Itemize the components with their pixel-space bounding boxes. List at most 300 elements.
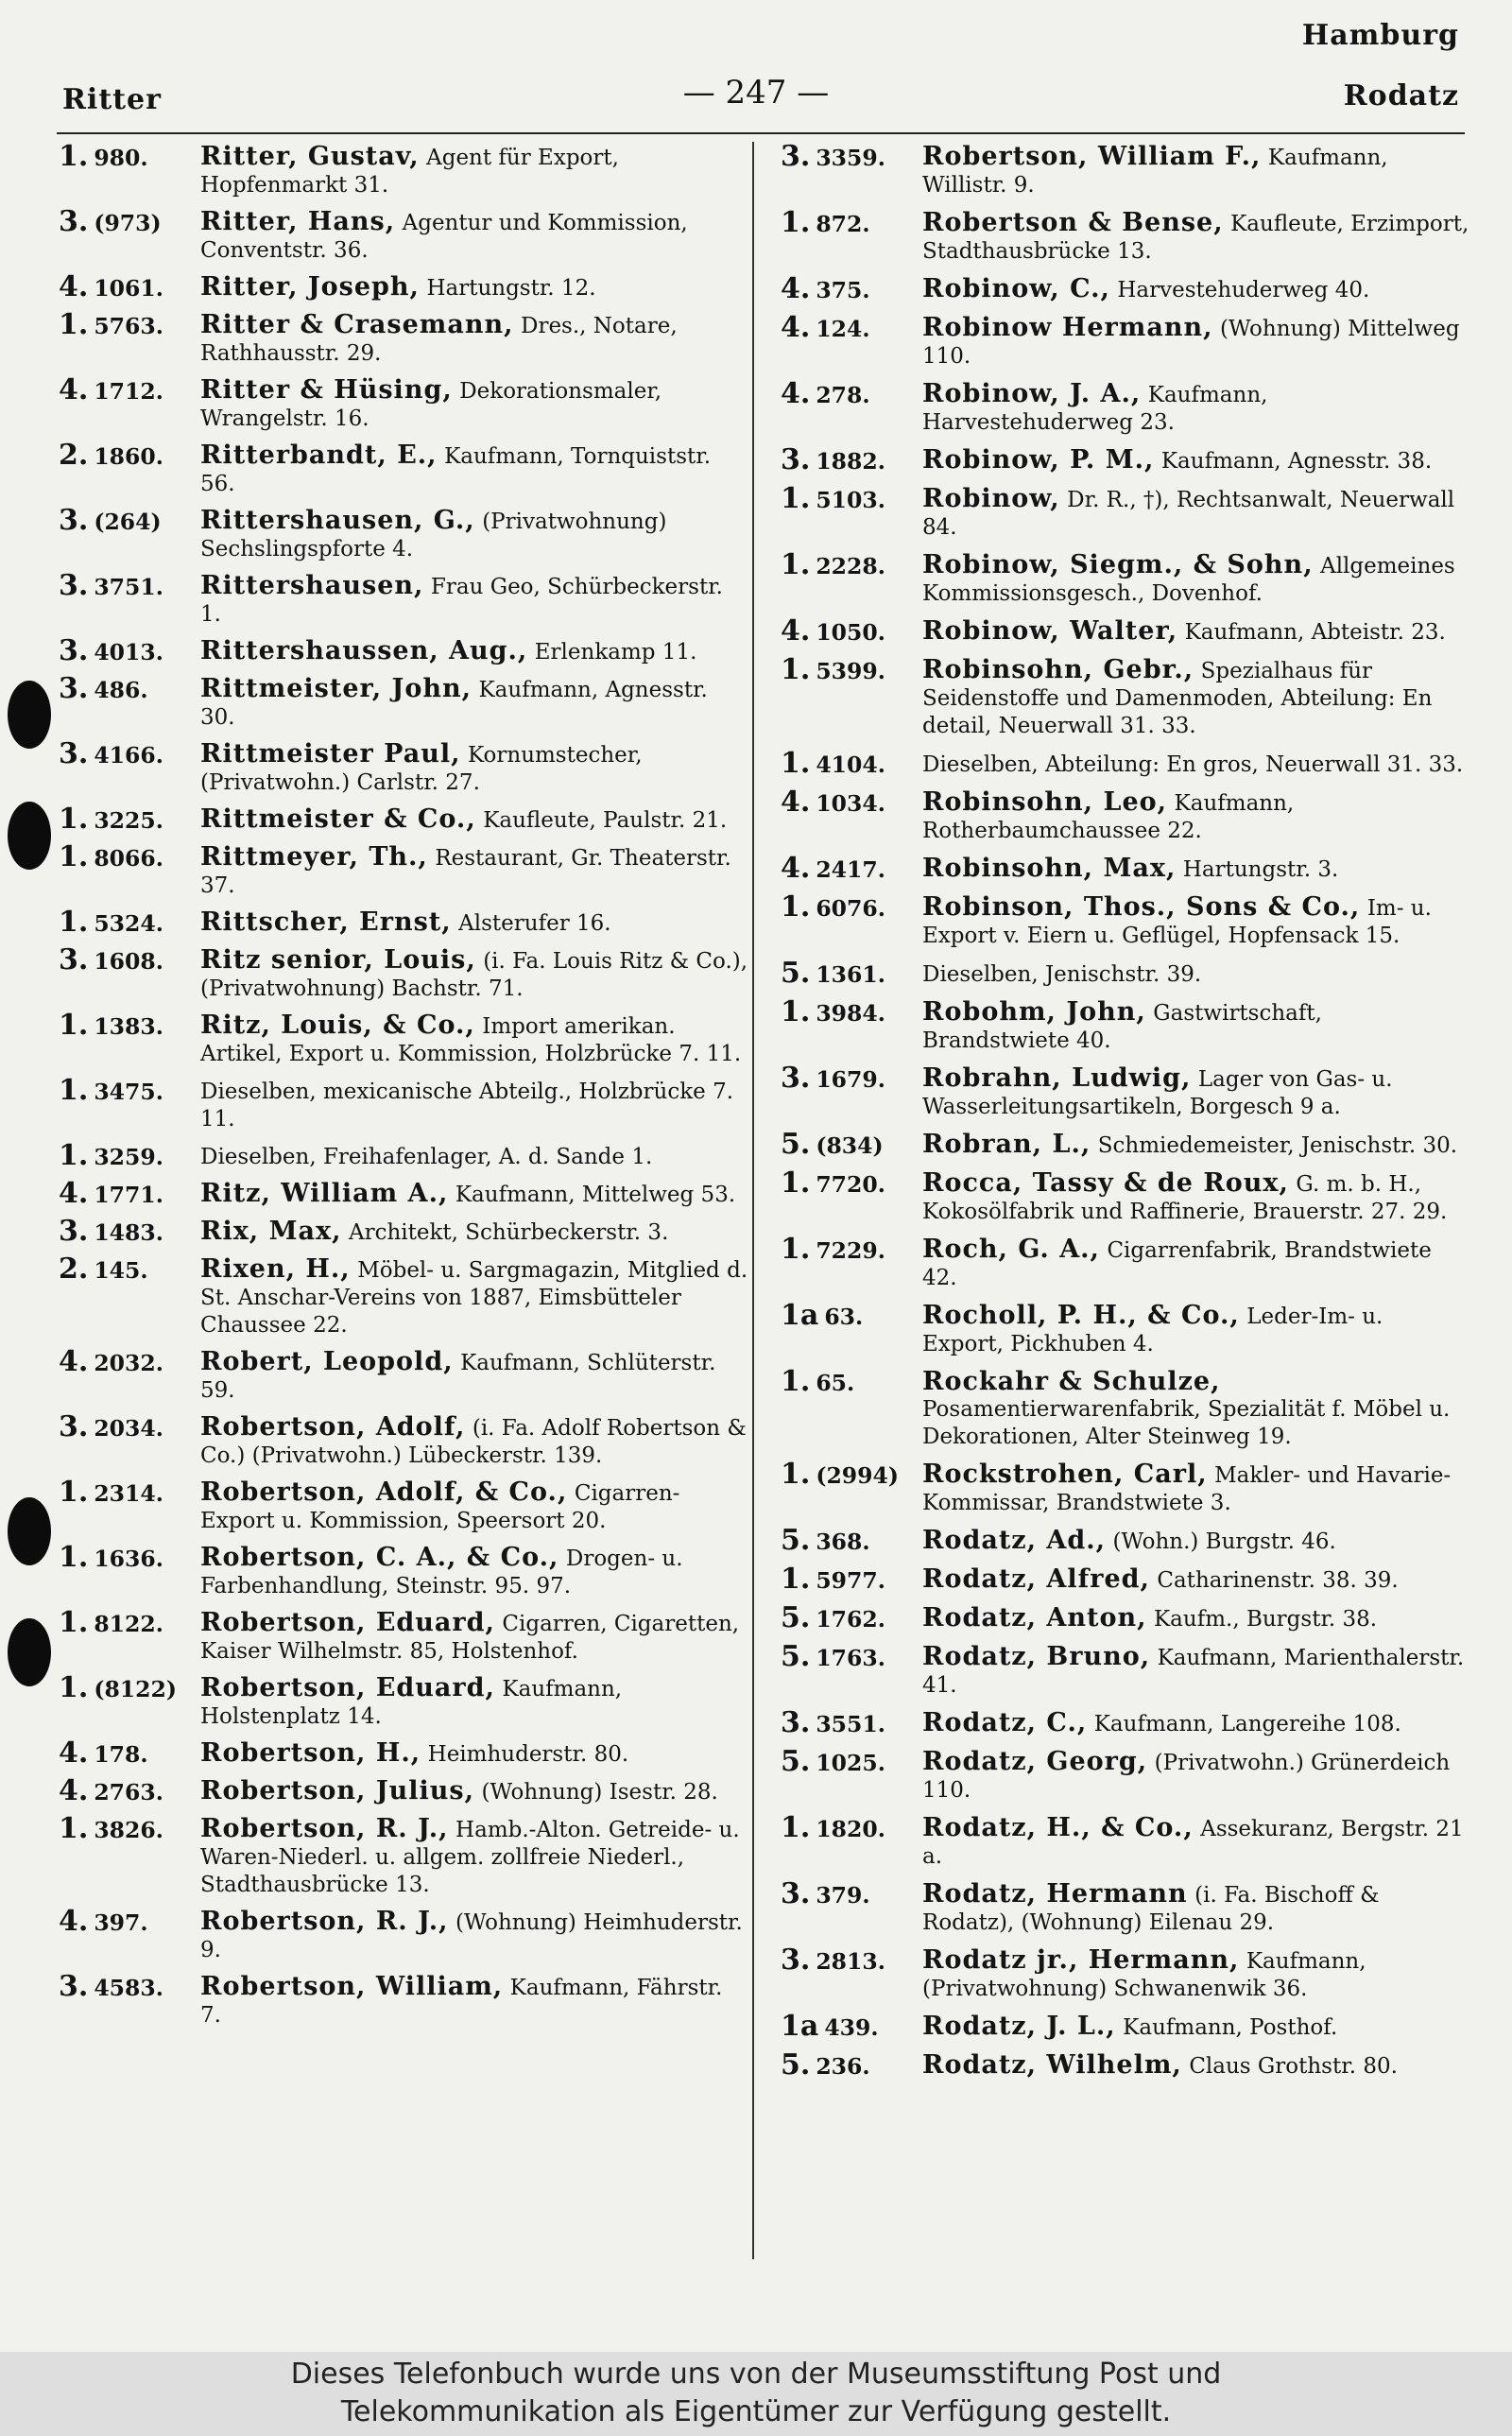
subscriber-name: Rittershausen, G., — [200, 506, 475, 535]
directory-entry — [781, 443, 1470, 476]
subscriber-name: Rodatz, Ad., — [922, 1526, 1107, 1555]
exchange-code: 5. — [781, 1601, 811, 1634]
directory-entry — [781, 206, 1470, 265]
phone-number — [781, 1811, 885, 1844]
subscriber-details: Hartungstr. 3. — [1182, 857, 1339, 882]
phone-number — [59, 906, 163, 939]
line-number: 1679. — [816, 1066, 885, 1093]
directory-entry — [781, 1128, 1470, 1161]
phone-number — [59, 1410, 163, 1443]
line-number: 397. — [94, 1909, 148, 1936]
directory-entry — [781, 614, 1470, 648]
subscriber-details: Kaufmann, Tornquiststr. 56. — [200, 444, 712, 496]
line-number: 1763. — [816, 1645, 885, 1671]
subscriber-name: Ritz senior, Louis, — [200, 945, 476, 975]
subscriber-name: Robertson, C. A., & Co., — [200, 1543, 559, 1572]
exchange-code: 3. — [59, 205, 89, 238]
line-number: 2228. — [816, 553, 885, 579]
subscriber-details: Spezialhaus für Seidenstoffe und Damenmoden, Abteilung: En detail, Neuerwall 31. 33. — [922, 659, 1433, 738]
header-rule — [57, 132, 1465, 134]
exchange-code: 1. — [781, 482, 811, 515]
subscriber-details: Erlenkamp 11. — [534, 640, 697, 665]
line-number: 2314. — [94, 1480, 163, 1507]
phone-number — [781, 786, 885, 819]
exchange-code: 1. — [59, 1541, 89, 1574]
directory-entry — [781, 1062, 1470, 1120]
subscriber-details: Dieselben, mexicanische Abteilg., Holzbrücke 7. 11. — [200, 1080, 734, 1132]
subscriber-name: Robertson, Eduard, — [200, 1608, 495, 1637]
subscriber-name: Rittscher, Ernst, — [200, 907, 452, 937]
phone-number — [781, 1299, 864, 1332]
directory-entry — [781, 1365, 1470, 1450]
exchange-code: 3. — [59, 504, 89, 537]
line-number: 439. — [824, 2014, 879, 2041]
subscriber-details: (Wohnung) Mittelweg 110. — [922, 317, 1460, 369]
directory-entry — [59, 737, 748, 796]
subscriber-name: Robinson, Thos., Sons & Co., — [922, 892, 1361, 922]
phone-number — [781, 852, 885, 885]
line-number: (973) — [94, 210, 162, 236]
line-number: 1608. — [94, 948, 163, 975]
exchange-code: 4. — [59, 373, 89, 406]
directory-entry — [59, 840, 748, 899]
phone-number — [781, 1601, 885, 1634]
exchange-code: 3. — [59, 569, 89, 602]
phone-number — [781, 206, 870, 239]
subscriber-details: Agentur und Kommission, Conventstr. 36. — [200, 211, 688, 263]
exchange-code: 3. — [59, 1410, 89, 1443]
line-number: 1361. — [816, 961, 885, 988]
line-number: 3551. — [816, 1711, 885, 1737]
subscriber-name: Rodatz jr., Hermann, — [922, 1945, 1240, 1975]
subscriber-name: Ritterbandt, E., — [200, 441, 438, 470]
subscriber-name: Ritz, William A., — [200, 1179, 449, 1208]
line-number: 1383. — [94, 1013, 163, 1040]
directory-entry — [781, 653, 1470, 739]
directory-entry — [59, 1074, 748, 1132]
line-number: 3984. — [816, 1000, 885, 1027]
subscriber-details: Kaufmann, Willistr. 9. — [922, 146, 1388, 198]
subscriber-details: Cigarrenfabrik, Brandstwiete 42. — [922, 1238, 1432, 1290]
line-number: (8122) — [94, 1676, 177, 1702]
exchange-code: 1a — [781, 1299, 819, 1332]
phone-number — [59, 1253, 148, 1286]
exchange-code: 1. — [59, 840, 89, 873]
subscriber-details: Kaufleute, Paulstr. 21. — [483, 808, 728, 833]
directory-entry — [781, 786, 1470, 844]
exchange-code: 1. — [781, 747, 811, 780]
exchange-code: 4. — [781, 786, 811, 819]
exchange-code: 1. — [59, 140, 89, 173]
subscriber-details: Hamb.-Alton. Getreide- u. Waren-Niederl. u. allgem. zollfreie Niederl., Stadthausbrücke 13. — [200, 1818, 740, 1897]
subscriber-name: Ritter & Crasemann, — [200, 310, 514, 339]
line-number: 3826. — [94, 1817, 163, 1843]
subscriber-name: Rocholl, P. H., & Co., — [922, 1301, 1240, 1330]
phone-number — [59, 1215, 163, 1248]
directory-entry — [781, 890, 1470, 949]
directory-entry — [59, 1812, 748, 1898]
subscriber-details: Kaufmann, Agnesstr. 30. — [200, 678, 708, 730]
directory-entry — [59, 1671, 748, 1730]
line-number: 2763. — [94, 1779, 163, 1805]
phone-number — [59, 1905, 148, 1938]
directory-entry — [781, 482, 1470, 541]
line-number: 4104. — [816, 752, 885, 778]
exchange-code: 3. — [59, 634, 89, 667]
phone-number — [59, 140, 148, 173]
directory-entry — [59, 906, 748, 939]
line-number: 3259. — [94, 1144, 163, 1170]
exchange-code: 1. — [781, 1166, 811, 1200]
directory-entry — [781, 1233, 1470, 1291]
line-number: 178. — [94, 1741, 148, 1768]
phone-number — [781, 1365, 855, 1398]
phone-number — [59, 1074, 163, 1107]
line-number: 2417. — [816, 856, 885, 883]
subscriber-name: Rockstrohen, Carl, — [922, 1460, 1208, 1489]
line-number: 63. — [824, 1304, 864, 1330]
phone-number — [781, 1877, 870, 1910]
directory-entry — [59, 1970, 748, 2029]
directory-entry — [59, 1905, 748, 1963]
exchange-code: 3. — [781, 443, 811, 476]
line-number: 4013. — [94, 639, 163, 665]
subscriber-details: Cigarren, Cigaretten, Kaiser Wilhelmstr. 85, Holstenhof. — [200, 1612, 740, 1664]
directory-entry — [781, 747, 1470, 780]
exchange-code: 1. — [781, 1458, 811, 1491]
subscriber-name: Ritter, Gustav, — [200, 142, 420, 171]
exchange-code: 1. — [59, 1812, 89, 1845]
phone-number — [781, 747, 885, 780]
phone-number — [781, 890, 885, 924]
phone-number — [781, 1233, 885, 1266]
subscriber-name: Rodatz, Alfred, — [922, 1564, 1150, 1594]
subscriber-details: Gastwirtschaft, Brandstwiete 40. — [922, 1001, 1322, 1053]
phone-number — [781, 482, 885, 515]
directory-entry — [59, 205, 748, 264]
line-number: 5324. — [94, 910, 163, 937]
subscriber-name: Rixen, H., — [200, 1254, 351, 1284]
exchange-code: 4. — [781, 852, 811, 885]
line-number: 3225. — [94, 807, 163, 834]
subscriber-details: Heimhuderstr. 80. — [427, 1742, 629, 1767]
exchange-code: 5. — [781, 957, 811, 990]
phone-number — [59, 270, 163, 303]
subscriber-details: Möbel- u. Sargmagazin, Mitglied d. St. Anschar-Vereins von 1887, Eimsbütteler Chaussee 22. — [200, 1258, 748, 1338]
line-number: (264) — [94, 509, 162, 535]
exchange-code: 5. — [781, 1128, 811, 1161]
line-number: 368. — [816, 1529, 870, 1555]
phone-number — [59, 1812, 163, 1845]
phone-number — [59, 840, 163, 873]
subscriber-name: Rodatz, C., — [922, 1708, 1088, 1737]
phone-number — [781, 1745, 885, 1778]
line-number: 124. — [816, 316, 870, 342]
directory-entry — [59, 1253, 748, 1339]
subscriber-details: (i. Fa. Adolf Robertson & Co.) (Privatwohn.) Lübeckerstr. 139. — [200, 1416, 747, 1468]
line-number: 1034. — [816, 790, 885, 817]
exchange-code: 4. — [59, 1736, 89, 1770]
exchange-code: 5. — [781, 1524, 811, 1557]
subscriber-name: Robinow, — [922, 484, 1060, 513]
exchange-code: 4. — [59, 270, 89, 303]
subscriber-name: Rittmeister & Co., — [200, 804, 476, 834]
left-guide-word: Ritter — [62, 83, 162, 116]
directory-entry — [781, 2048, 1470, 2082]
phone-number — [781, 2048, 870, 2082]
phone-number — [781, 614, 885, 648]
line-number: 278. — [816, 382, 870, 408]
subscriber-name: Robertson, R. J., — [200, 1907, 449, 1936]
line-number: 1762. — [816, 1606, 885, 1633]
subscriber-name: Robinsohn, Gebr., — [922, 655, 1194, 684]
exchange-code: 4. — [59, 1774, 89, 1807]
punch-hole — [8, 1618, 51, 1686]
subscriber-details: Catharinenstr. 38. 39. — [1157, 1568, 1399, 1593]
directory-entry — [59, 504, 748, 562]
phone-number — [781, 443, 885, 476]
phone-number — [781, 1944, 885, 1977]
directory-entry — [781, 1458, 1470, 1516]
left-column — [59, 140, 748, 2039]
subscriber-name: Ritz, Louis, & Co., — [200, 1011, 475, 1040]
directory-entry — [59, 1215, 748, 1248]
subscriber-details: Posamentierwarenfabrik, Spezialität f. Möbel u. Dekorationen, Alter Steinweg 19. — [922, 1397, 1451, 1449]
exchange-code: 5. — [781, 2048, 811, 2082]
directory-entry — [59, 140, 748, 199]
exchange-code: 1. — [59, 1476, 89, 1509]
line-number: 5977. — [816, 1567, 885, 1594]
directory-entry — [59, 439, 748, 497]
line-number: 2032. — [94, 1350, 163, 1376]
exchange-code: 4. — [781, 614, 811, 648]
subscriber-details: (Wohnung) Isestr. 28. — [481, 1780, 718, 1805]
phone-number — [59, 943, 163, 976]
page-number: — 247 — — [682, 74, 830, 112]
exchange-code: 4. — [59, 1905, 89, 1938]
subscriber-details: (Wohn.) Burgstr. 46. — [1112, 1529, 1336, 1554]
phone-number — [781, 1563, 885, 1596]
exchange-code: 1. — [59, 1606, 89, 1639]
phone-number — [59, 308, 163, 341]
phone-number — [59, 1606, 163, 1639]
subscriber-name: Rodatz, Hermann — [922, 1879, 1188, 1909]
subscriber-details: Kaufmann, Langereihe 108. — [1093, 1712, 1401, 1736]
subscriber-details: Kaufmann, Fährstr. 7. — [200, 1976, 723, 2028]
line-number: 1820. — [816, 1816, 885, 1842]
subscriber-name: Robertson, Julius, — [200, 1776, 474, 1805]
subscriber-name: Roch, G. A., — [922, 1235, 1100, 1264]
phone-number — [59, 1541, 163, 1574]
directory-entry — [781, 1944, 1470, 2002]
subscriber-details: Harvestehuderweg 40. — [1117, 278, 1370, 302]
exchange-code: 1. — [59, 1671, 89, 1704]
subscriber-details: Kornumstecher, (Privatwohn.) Carlstr. 27. — [200, 743, 643, 795]
directory-entry — [59, 308, 748, 367]
phone-number — [781, 653, 885, 686]
subscriber-details: G. m. b. H., Kokosölfabrik und Raffinerie, Brauerstr. 27. 29. — [922, 1172, 1448, 1224]
subscriber-details: Kaufmann, Posthof. — [1123, 2015, 1338, 2040]
phone-number — [59, 1139, 163, 1172]
subscriber-name: Robinow Hermann, — [922, 313, 1213, 342]
line-number: 1860. — [94, 443, 163, 470]
subscriber-details: Kaufmann, Abteistr. 23. — [1184, 620, 1446, 645]
directory-entry — [781, 1524, 1470, 1557]
exchange-code: 2. — [59, 439, 89, 472]
directory-entry — [781, 272, 1470, 305]
subscriber-details: Kaufmann, (Privatwohnung) Schwanenwik 36. — [922, 1949, 1366, 2001]
line-number: 486. — [94, 677, 148, 703]
footer-line-1: Dieses Telefonbuch wurde uns von der Museumsstiftung Post und — [290, 2358, 1222, 2391]
exchange-code: 1. — [59, 803, 89, 836]
phone-number — [59, 1671, 177, 1704]
exchange-code: 3. — [59, 672, 89, 705]
subscriber-name: Rix, Max, — [200, 1217, 342, 1246]
exchange-code: 3. — [781, 140, 811, 173]
subscriber-details: Alsterufer 16. — [458, 911, 611, 936]
subscriber-details: Kaufmann, Schlüterstr. 59. — [200, 1351, 716, 1403]
directory-entry — [59, 1736, 748, 1770]
subscriber-details: Kaufmann, Holstenplatz 14. — [200, 1677, 623, 1729]
subscriber-details: Hartungstr. 12. — [426, 276, 596, 301]
subscriber-name: Robinsohn, Max, — [922, 854, 1177, 883]
directory-entry — [59, 1345, 748, 1404]
exchange-code: 3. — [59, 943, 89, 976]
exchange-code: 1. — [59, 1074, 89, 1107]
phone-number — [781, 1640, 885, 1673]
subscriber-details: Dres., Notare, Rathhausstr. 29. — [200, 314, 678, 366]
directory-entry — [59, 943, 748, 1002]
subscriber-name: Robohm, John, — [922, 997, 1146, 1027]
directory-entry — [59, 1774, 748, 1807]
subscriber-details: Dieselben, Jenischstr. 39. — [922, 962, 1202, 987]
subscriber-details: Makler- und Havarie-Kommissar, Brandstwiete 3. — [922, 1463, 1452, 1515]
page-header — [0, 0, 1512, 132]
phone-number — [59, 1736, 148, 1770]
subscriber-name: Robertson, R. J., — [200, 1814, 449, 1843]
exchange-code: 1. — [59, 308, 89, 341]
line-number: 1483. — [94, 1219, 163, 1246]
subscriber-details: Dr. R., †), Rechtsanwalt, Neuerwall 84. — [922, 488, 1455, 540]
punch-hole — [8, 802, 51, 870]
subscriber-details: Agent für Export, Hopfenmarkt 31. — [200, 146, 619, 198]
subscriber-name: Rodatz, Wilhelm, — [922, 2050, 1182, 2080]
punch-hole — [8, 1497, 51, 1565]
line-number: 5763. — [94, 313, 163, 339]
directory-entry — [59, 1177, 748, 1210]
line-number: 4166. — [94, 742, 163, 769]
subscriber-details: (i. Fa. Louis Ritz & Co.), (Privatwohnung) Bachstr. 71. — [200, 949, 748, 1001]
exchange-code: 3. — [781, 1944, 811, 1977]
exchange-code: 1. — [781, 1563, 811, 1596]
subscriber-details: Cigarren-Export u. Kommission, Speersort 20. — [200, 1481, 680, 1533]
line-number: 236. — [816, 2053, 870, 2080]
directory-entry — [781, 1563, 1470, 1596]
directory-entry — [59, 672, 748, 731]
subscriber-details: Assekuranz, Bergstr. 21 a. — [922, 1817, 1464, 1869]
line-number: 375. — [816, 277, 870, 303]
subscriber-details: Drogen- u. Farbenhandlung, Steinstr. 95. 97. — [200, 1546, 683, 1598]
phone-number — [59, 1345, 163, 1378]
exchange-code: 4. — [781, 377, 811, 410]
directory-entry — [59, 1476, 748, 1534]
line-number: 1771. — [94, 1182, 163, 1208]
subscriber-details: Im- u. Export v. Eiern u. Geflügel, Hopfensack 15. — [922, 896, 1432, 948]
city-heading: Hamburg — [1301, 19, 1459, 52]
subscriber-details: Architekt, Schürbeckerstr. 3. — [348, 1220, 669, 1245]
subscriber-name: Rodatz, Anton, — [922, 1603, 1147, 1633]
subscriber-details: (Privatwohnung) Sechslingspforte 4. — [200, 510, 667, 561]
line-number: 5399. — [816, 658, 885, 684]
directory-entry — [781, 2010, 1470, 2043]
column-divider — [752, 142, 754, 2259]
directory-entry — [59, 1541, 748, 1599]
subscriber-name: Robertson, H., — [200, 1738, 421, 1768]
subscriber-details: Leder-Im- u. Export, Pickhuben 4. — [922, 1304, 1383, 1356]
subscriber-name: Ritter, Hans, — [200, 207, 396, 236]
directory-entry — [781, 995, 1470, 1054]
directory-entry — [781, 1811, 1470, 1870]
subscriber-details: Dieselben, Freihafenlager, A. d. Sande 1. — [200, 1145, 653, 1169]
line-number: 5103. — [816, 487, 885, 513]
exchange-code: 1. — [781, 1811, 811, 1844]
subscriber-details: Kaufmann, Rotherbaumchaussee 22. — [922, 791, 1295, 843]
line-number: 2034. — [94, 1415, 163, 1442]
line-number: 8122. — [94, 1611, 163, 1637]
directory-entry — [781, 1601, 1470, 1634]
exchange-code: 1. — [59, 906, 89, 939]
exchange-code: 1. — [781, 653, 811, 686]
subscriber-name: Rockahr & Schulze, — [922, 1367, 1221, 1396]
subscriber-details: (i. Fa. Bischoff & Rodatz), (Wohnung) Eilenau 29. — [922, 1883, 1380, 1935]
line-number: 872. — [816, 211, 870, 237]
phone-number — [59, 373, 163, 406]
directory-entry — [59, 1009, 748, 1067]
phone-number — [781, 548, 885, 581]
subscriber-details: Allgemeines Kommissionsgesch., Dovenhof. — [922, 554, 1455, 606]
phone-number — [59, 803, 163, 836]
line-number: 4583. — [94, 1975, 163, 2001]
directory-entry — [59, 1410, 748, 1469]
exchange-code: 3. — [781, 1706, 811, 1739]
directory-entry — [59, 803, 748, 836]
line-number: 980. — [94, 145, 148, 171]
subscriber-name: Robinow, J. A., — [922, 379, 1142, 408]
subscriber-name: Robinow, Walter, — [922, 616, 1178, 646]
exchange-code: 3. — [59, 737, 89, 770]
phone-number — [59, 1970, 163, 2003]
subscriber-name: Robertson, William, — [200, 1972, 504, 2001]
exchange-code: 4. — [59, 1177, 89, 1210]
phone-number — [781, 377, 870, 410]
phone-number — [781, 1128, 884, 1161]
phone-number — [59, 1009, 163, 1042]
right-guide-word: Rodatz — [1343, 79, 1459, 112]
directory-entry — [59, 634, 748, 667]
subscriber-details: Import amerikan. Artikel, Export u. Kommission, Holzbrücke 7. 11. — [200, 1014, 742, 1066]
subscriber-name: Rittmeister, John, — [200, 674, 472, 703]
subscriber-name: Robinow, P. M., — [922, 445, 1155, 475]
line-number: (2994) — [816, 1462, 899, 1489]
exchange-code: 4. — [59, 1345, 89, 1378]
subscriber-name: Ritter & Hüsing, — [200, 375, 453, 405]
phone-number — [59, 1177, 163, 1210]
subscriber-name: Robrahn, Ludwig, — [922, 1063, 1192, 1093]
line-number: 1061. — [94, 275, 163, 302]
line-number: 65. — [816, 1370, 855, 1396]
directory-entry — [59, 373, 748, 432]
subscriber-name: Robertson, Adolf, & Co., — [200, 1477, 568, 1507]
